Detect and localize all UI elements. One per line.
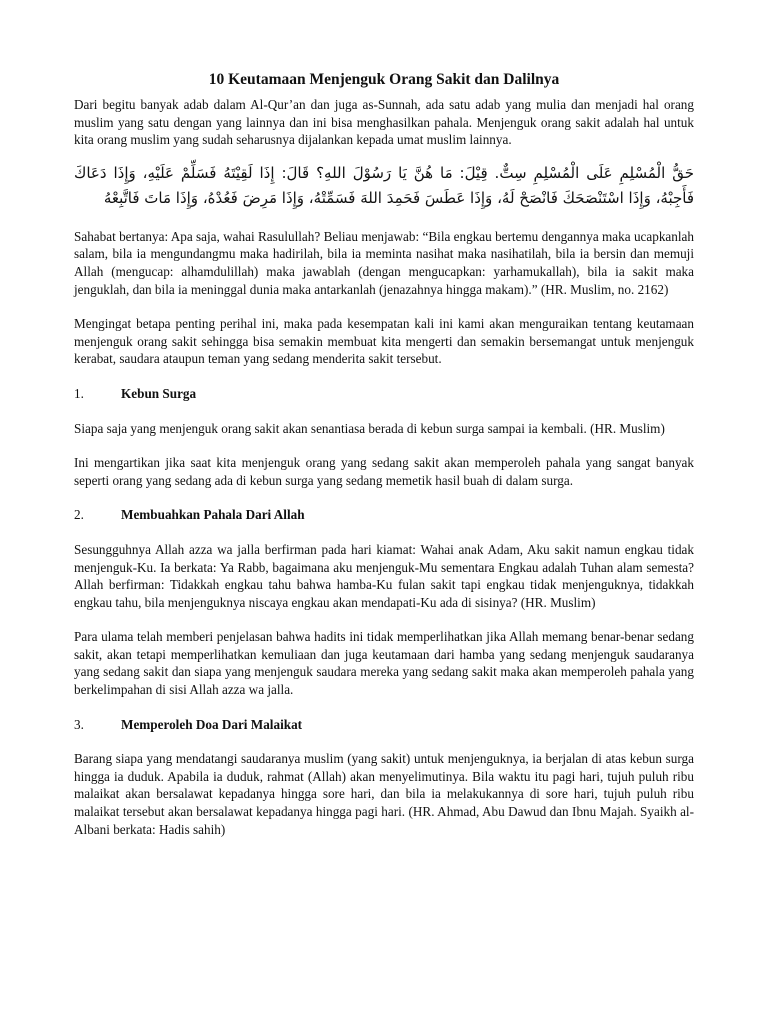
document-page <box>74 70 694 838</box>
section-2-paragraph-1: Sesungguhnya Allah azza wa jalla berfirman pada hari kiamat: Wahai anak Adam, Aku sakit namun engkau tidak menjenguk-Ku. Ia berkata: Ya Rabb, bagaimana aku menjenguk-Mu sementara Engkau adalah Tuhan alam semesta? Allah berfirman: Tidakkah engkau tahu bahwa hamba-Ku fulan sakit tapi engkau tidak menjenguknya, tidakkah engkau tahu, bila menjenguknya niscaya engkau akan mendapati-Ku ada di sisinya? (HR. Muslim) <box>74 541 694 610</box>
section-title: Memperoleh Doa Dari Malaikat <box>121 716 303 732</box>
section-heading-1 <box>74 385 694 403</box>
spacer <box>74 298 694 315</box>
section-3-paragraph-1: Barang siapa yang mendatangi saudaranya muslim (yang sakit) untuk menjenguknya, ia berjalan di atas kebun surga hingga ia duduk. Apabila ia duduk, rahmat (Allah) akan menyelimutinya. Bila waktu itu pagi hari, tujuh puluh ribu malaikat akan bersalawat kepadanya hingga sore hari, dan bila ia melakukannya di sore hari, tujuh puluh ribu malaikat tersebut akan bersalawat kepadanya hingga pagi hari. (HR. Ahmad, Abu Dawud dan Ibnu Majah. Syaikh al-Albani berkata: Hadis sahih) <box>74 751 694 837</box>
section-number: 3. <box>74 716 84 732</box>
spacer <box>74 611 694 628</box>
spacer <box>74 524 694 541</box>
section-title: Kebun Surga <box>121 385 197 401</box>
section-title: Membuahkan Pahala Dari Allah <box>121 507 305 523</box>
section-number: 1. <box>74 385 84 401</box>
spacer <box>74 733 694 750</box>
translation-paragraph: Sahabat bertanya: Apa saja, wahai Rasulullah? Beliau menjawab: “Bila engkau bertemu dengannya maka ucapkanlah salam, bila ia mengundangmu maka hadirilah, bila ia meminta nasihat maka nasihatilah, bila ia bersin dan memuji Allah (mengucap: alhamdulillah) maka jawablah (dengan mengucapkan: yarhamukallah), bila ia sakit maka jenguklah, dan bila ia meninggal dunia maka antarkanlah (jenazahnya hingga makam).” (HR. Muslim, no. 2162) <box>74 228 694 297</box>
section-number: 2. <box>74 507 84 523</box>
spacer <box>74 211 694 228</box>
section-1-paragraph-2: Ini mengartikan jika saat kita menjenguk orang yang sedang sakit akan memperoleh pahala yang sangat banyak seperti orang yang sedang ada di kebun surga yang sedang memetik hasil buah di dalam surga. <box>74 455 694 488</box>
spacer <box>74 489 694 506</box>
spacer <box>74 368 694 385</box>
arabic-hadith: حَقُّ الْمُسْلِمِ عَلَى الْمُسْلِمِ سِتٌّ. قِيْلَ: مَا هُنَّ يَا رَسُوْلَ اللهِ؟ قَالَ: إِذَا لَقِيْتَهُ فَسَلِّمْ عَلَيْهِ، وَإِذَا دَعَاكَ فَأَجِبْهُ، وَإِذَا اسْتَنْصَحَكَ فَانْصَحْ لَهُ، وَإِذَا عَطَسَ فَحَمِدَ اللهَ فَسَمِّتْهُ، وَإِذَا مَرِضَ فَعُدْهُ، وَإِذَا مَاتَ فَاتَّبِعْهُ <box>74 163 694 207</box>
section-heading-3 <box>74 716 694 734</box>
context-paragraph: Mengingat betapa penting perihal ini, maka pada kesempatan kali ini kami akan menguraikan tentang keutamaan menjenguk orang sakit sehingga bisa semakin membuat kita mengerti dan semakin bersemangat untuk menjenguk kerabat, saudara ataupun teman yang sedang menderita sakit tersebut. <box>74 316 694 367</box>
intro-paragraph: Dari begitu banyak adab dalam Al-Qur’an dan juga as-Sunnah, ada satu adab yang mulia dan menjadi hal orang muslim yang satu dengan yang lainnya dan ini bisa menghasilkan pahala. Menjenguk orang sakit adalah hal untuk kita orang muslim yang sudah seharusnya dijalankan kepada umat muslim lainnya. <box>74 97 694 148</box>
document-title: 10 Keutamaan Menjenguk Orang Sakit dan Dalilnya <box>208 71 560 88</box>
section-1-paragraph-1: Siapa saja yang menjenguk orang sakit akan senantiasa berada di kebun surga sampai ia kembali. (HR. Muslim) <box>74 420 665 436</box>
section-2-paragraph-2: Para ulama telah memberi penjelasan bahwa hadits ini tidak memperlihatkan jika Allah memang benar-benar sedang sakit, akan tetapi memperlihatkan kemuliaan dan juga keutamaan dari hamba yang sedang menjenguk saudaranya yang sedang sakit dan siapa yang menjenguk saudara mereka yang sedang sakit maka akan memperoleh pahala yang berkelimpahan di sisi Allah azza wa jalla. <box>74 629 694 698</box>
spacer <box>74 403 694 420</box>
section-heading-2 <box>74 506 694 524</box>
spacer <box>74 699 694 716</box>
spacer <box>74 437 694 454</box>
spacer <box>74 149 694 161</box>
